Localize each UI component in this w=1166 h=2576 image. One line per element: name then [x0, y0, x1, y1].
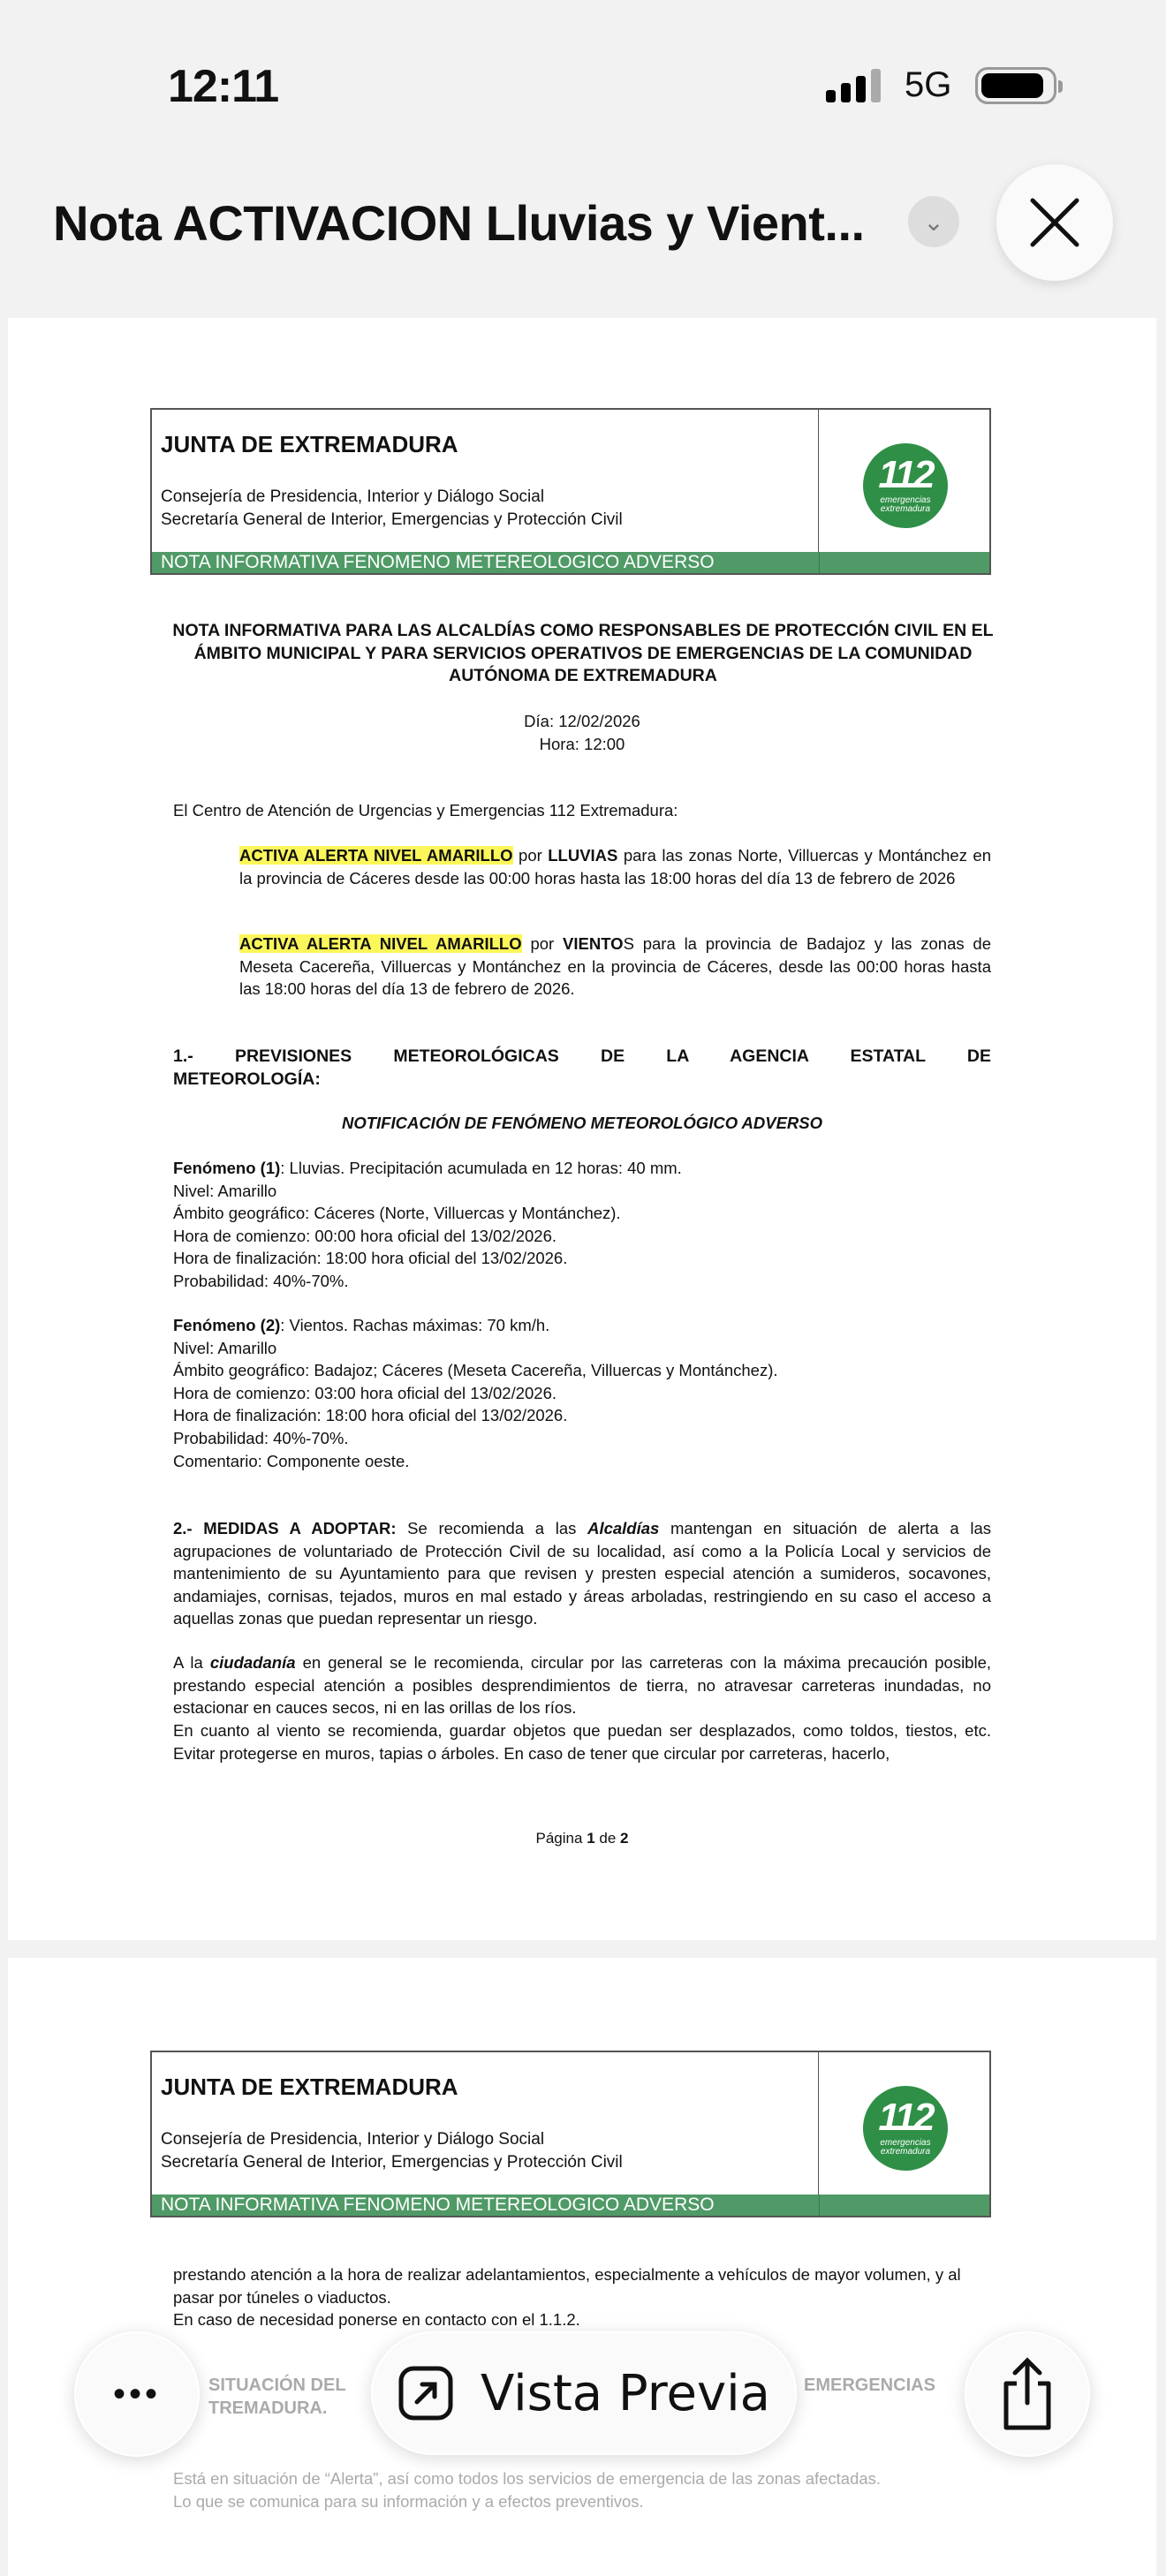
- alert-wind: ACTIVA ALERTA NIVEL AMARILLO por VIENTOS para la provincia de Badajoz y las zonas de Meseta Cacereña, Villuercas y Montánchez en la provincia de Cáceres, desde las 00:00 horas hasta las 18:00 horas del día 13 de febrero de 2026.: [239, 934, 992, 999]
- letterhead: [150, 2051, 991, 2217]
- dept-line: Consejería de Presidencia, Interior y Diálogo Social: [161, 2130, 545, 2149]
- section-1-heading: 1.- PREVISIONES METEOROLÓGICAS DE LA AGENCIA ESTATAL DE METEOROLOGÍA:: [173, 1046, 991, 1089]
- closing-text: Lo que se comunica para su información y a efectos preventivos.: [173, 2492, 644, 2511]
- dept-line: Secretaría General de Interior, Emergencias y Protección Civil: [161, 510, 623, 529]
- section-3-heading-part: EMERGENCIAS: [804, 2376, 935, 2395]
- alert-rain: ACTIVA ALERTA NIVEL AMARILLO por LLUVIAS para las zonas Norte, Villuercas y Montánchez en la provincia de Cáceres desde las 00:00 horas hasta las 18:00 horas del día 13 de febrero de 2026: [239, 846, 991, 888]
- share-icon: [999, 2357, 1056, 2431]
- battery-icon: [975, 67, 1056, 104]
- org-name: JUNTA DE EXTREMADURA: [161, 431, 458, 457]
- page2-paragraph: prestando atención a la hora de realizar adelantamientos, especialmente a vehículos de mayor volumen, y al pasar por túneles o viaductos.: [173, 2265, 961, 2307]
- network-type: 5G: [905, 65, 952, 104]
- ellipsis-icon: •••: [112, 2374, 161, 2414]
- section-2: 2.- MEDIDAS A ADOPTAR: Se recomienda a las Alcaldías mantengan en situación de alerta a las agrupaciones de voluntariado de Protección Civil de su localidad, así como a la Policía Local y servicios de mantenimiento de su Ayuntamiento para que revisen y presten especial atención a sumideros, socavones, andamiajes, cornisas, tejados, muros en mal estado y áreas arboladas, restringiendo en su caso el acceso a aquellas zonas que puedan representar un riesgo.: [173, 1519, 991, 1628]
- date: Día: 12/02/2026: [524, 712, 640, 730]
- share-button[interactable]: [965, 2331, 1090, 2457]
- preview-label: Vista Previa: [481, 2364, 770, 2422]
- 112-logo: 112 emergencias extremadura: [863, 2086, 948, 2171]
- notification-heading: NOTIFICACIÓN DE FENÓMENO METEOROLÓGICO ADVERSO: [341, 1114, 823, 1132]
- citizen-advice: A la ciudadanía en general se le recomienda, circular por las carreteras con la máxima precaución posible, prestando especial atención a posibles desprendimientos de tierra, no atravesar carreteras inundadas, no estacionar en cauces secos, ni en las orillas de los ríos.: [173, 1653, 992, 1718]
- alert-status-text: Está en situación de “Alerta”, así como todos los servicios de emergencia de las zonas afectadas.: [173, 2469, 882, 2488]
- intro: El Centro de Atención de Urgencias y Emergencias 112 Extremadura:: [173, 801, 678, 820]
- section-3-heading-part: TREMADURA.: [208, 2398, 328, 2418]
- 112-logo: 112 emergencias extremadura: [863, 443, 948, 528]
- page-number: Página 1 de 2: [535, 1830, 629, 1847]
- page2-contact: En caso de necesidad ponerse en contacto con el 1.1.2.: [173, 2310, 580, 2329]
- chevron-down-icon[interactable]: ⌄: [908, 196, 959, 247]
- time: Hora: 12:00: [539, 735, 625, 753]
- section-3-heading: SITUACIÓN DEL: [208, 2376, 346, 2395]
- document-heading: NOTA INFORMATIVA PARA LAS ALCALDÍAS COMO RESPONSABLES DE PROTECCIÓN CIVIL EN EL ÁMBITO MUNICIPAL Y PARA SERVICIOS OPERATIVOS DE EMERGENCIAS DE LA COMUNIDAD AUTÓNOMA DE EXTREMADURA: [172, 621, 994, 686]
- status-time: 12:11: [168, 61, 279, 112]
- open-external-icon: [398, 2365, 454, 2421]
- org-name: JUNTA DE EXTREMADURA: [161, 2074, 458, 2100]
- header-band: NOTA INFORMATIVA FENOMENO METEREOLOGICO ADVERSO: [152, 2195, 989, 2216]
- document-title[interactable]: Nota ACTIVACION Lluvias y Vient...: [53, 195, 865, 251]
- more-button[interactable]: [74, 2331, 200, 2457]
- phenomenon-1: Fenómeno (1): Lluvias. Precipitación acumulada en 12 horas: 40 mm. Nivel: Amarillo Ámbito geográfico: Cáceres (Norte, Villuercas y Montánchez). Hora de comienzo: 00:00 hora oficial del 13/02/2026. Hora de finalización: 18:00 hora oficial del 13/02/2026. Probabilidad: 40%-70%.: [173, 1159, 682, 1290]
- dept-line: Secretaría General de Interior, Emergencias y Protección Civil: [161, 2153, 623, 2172]
- letterhead: [150, 408, 991, 575]
- close-icon: [1029, 197, 1080, 248]
- dept-line: Consejería de Presidencia, Interior y Diálogo Social: [161, 487, 545, 506]
- preview-button[interactable]: [371, 2331, 797, 2455]
- header-band: NOTA INFORMATIVA FENOMENO METEREOLOGICO ADVERSO: [152, 552, 989, 573]
- phenomenon-2: Fenómeno (2): Vientos. Rachas máximas: 70 km/h. Nivel: Amarillo Ámbito geográfico: Badajoz; Cáceres (Meseta Cacereña, Villuercas y Montánchez). Hora de comienzo: 03:00 hora oficial del 13/02/2026. Hora de finalización: 18:00 hora oficial del 13/02/2026. Probabilidad: 40%-70%. Comentario: Componente oeste.: [173, 1316, 778, 1470]
- signal-icon: [826, 69, 881, 102]
- wind-advice: En cuanto al viento se recomienda, guardar objetos que puedan ser desplazados, como toldos, tiestos, etc. Evitar protegerse en muros, tapias o árboles. En caso de tener que circular por carreteras, hacerlo,: [173, 1721, 991, 1763]
- close-button[interactable]: [996, 164, 1113, 281]
